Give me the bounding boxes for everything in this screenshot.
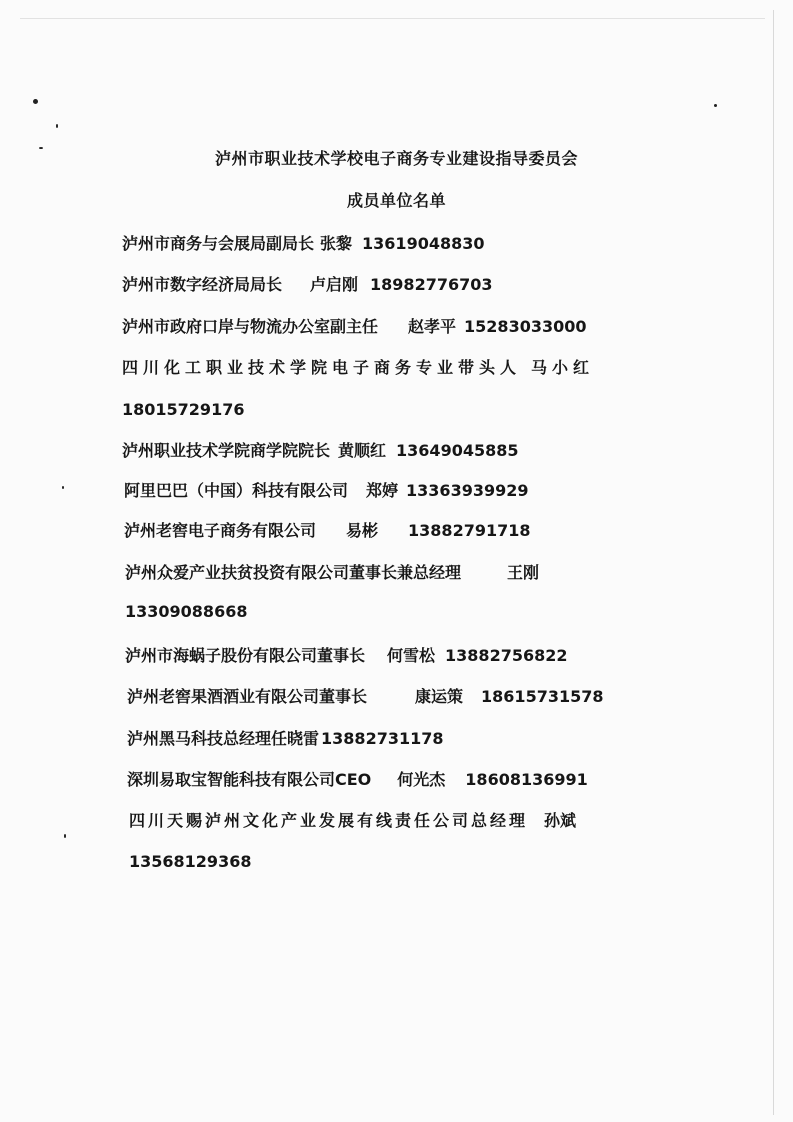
member-phone: 13309088668 [125, 602, 248, 621]
member-entry [125, 560, 539, 583]
member-name: 王刚 [507, 563, 540, 582]
member-entry [122, 314, 587, 337]
member-phone: 13882791718 [408, 521, 531, 540]
member-entry [122, 438, 519, 461]
member-phone: 13882756822 [445, 646, 568, 665]
member-entry [122, 272, 493, 295]
member-phone: 13619048830 [362, 234, 485, 253]
member-phone: 18615731578 [481, 687, 604, 706]
member-entry [122, 355, 594, 378]
member-name: 赵孝平 [408, 317, 457, 336]
member-unit: 泸州老窖电子商务有限公司 [124, 521, 317, 540]
scan-edge-right [773, 10, 774, 1115]
member-phone: 15283033000 [464, 317, 587, 336]
member-name: 黄顺红 [338, 441, 387, 460]
member-entry [127, 684, 604, 707]
member-phone: 13649045885 [396, 441, 519, 460]
member-name: 卢启刚 [310, 275, 359, 294]
member-name: 易彬 [346, 521, 379, 540]
member-unit: 阿里巴巴（中国）科技有限公司 [124, 481, 349, 500]
scan-edge-top [20, 18, 765, 19]
member-unit: 泸州市数字经济局局长 [122, 275, 283, 294]
member-name: 康运策 [415, 687, 464, 706]
member-entry [127, 726, 444, 749]
document-title: 泸州市职业技术学校电子商务专业建设指导委员会 [214, 149, 578, 168]
document-subtitle: 成员单位名单 [346, 191, 446, 210]
member-name: 何光杰 [397, 770, 446, 789]
member-name: 马小红 [531, 358, 595, 377]
scan-speck [56, 124, 58, 128]
scan-speck [64, 834, 66, 838]
member-name: 张黎 [320, 234, 353, 253]
member-name: 何雪松 [387, 646, 436, 665]
member-unit: 泸州老窖果酒酒业有限公司董事长 [127, 687, 368, 706]
member-entry [127, 767, 588, 790]
member-name: 郑婷 [366, 481, 399, 500]
member-unit: 泸州众爱产业扶贫投资有限公司董事长兼总经理 [125, 563, 462, 582]
member-unit: 泸州市海蜗子股份有限公司董事长 [125, 646, 366, 665]
scan-speck [33, 99, 38, 104]
member-phone: 13363939929 [406, 481, 529, 500]
member-entry [125, 643, 568, 666]
scan-speck [714, 104, 717, 107]
member-name: 任晓雷 [271, 729, 320, 748]
member-unit: 泸州市商务与会展局副局长 [122, 234, 315, 253]
member-unit: 深圳易取宝智能科技有限公司CEO [127, 770, 372, 789]
member-unit: 泸州职业技术学院商学院院长 [122, 441, 331, 460]
member-entry [124, 518, 531, 541]
member-entry [122, 231, 485, 254]
member-unit: 泸州市政府口岸与物流办公室副主任 [122, 317, 379, 336]
member-entry [124, 478, 529, 501]
member-name: 孙斌 [544, 811, 577, 830]
member-phone: 18982776703 [370, 275, 493, 294]
member-unit: 四川化工职业技术学院电子商务专业带头人 [122, 358, 522, 377]
member-phone: 18608136991 [465, 770, 588, 789]
scan-speck [62, 486, 64, 489]
member-phone: 13882731178 [321, 729, 444, 748]
member-unit: 四川天赐泸州文化产业发展有线责任公司总经理 [129, 811, 529, 830]
member-phone: 18015729176 [122, 400, 245, 419]
member-phone: 13568129368 [129, 852, 252, 871]
member-entry [129, 808, 576, 831]
member-unit: 泸州黑马科技总经理 [127, 729, 272, 748]
